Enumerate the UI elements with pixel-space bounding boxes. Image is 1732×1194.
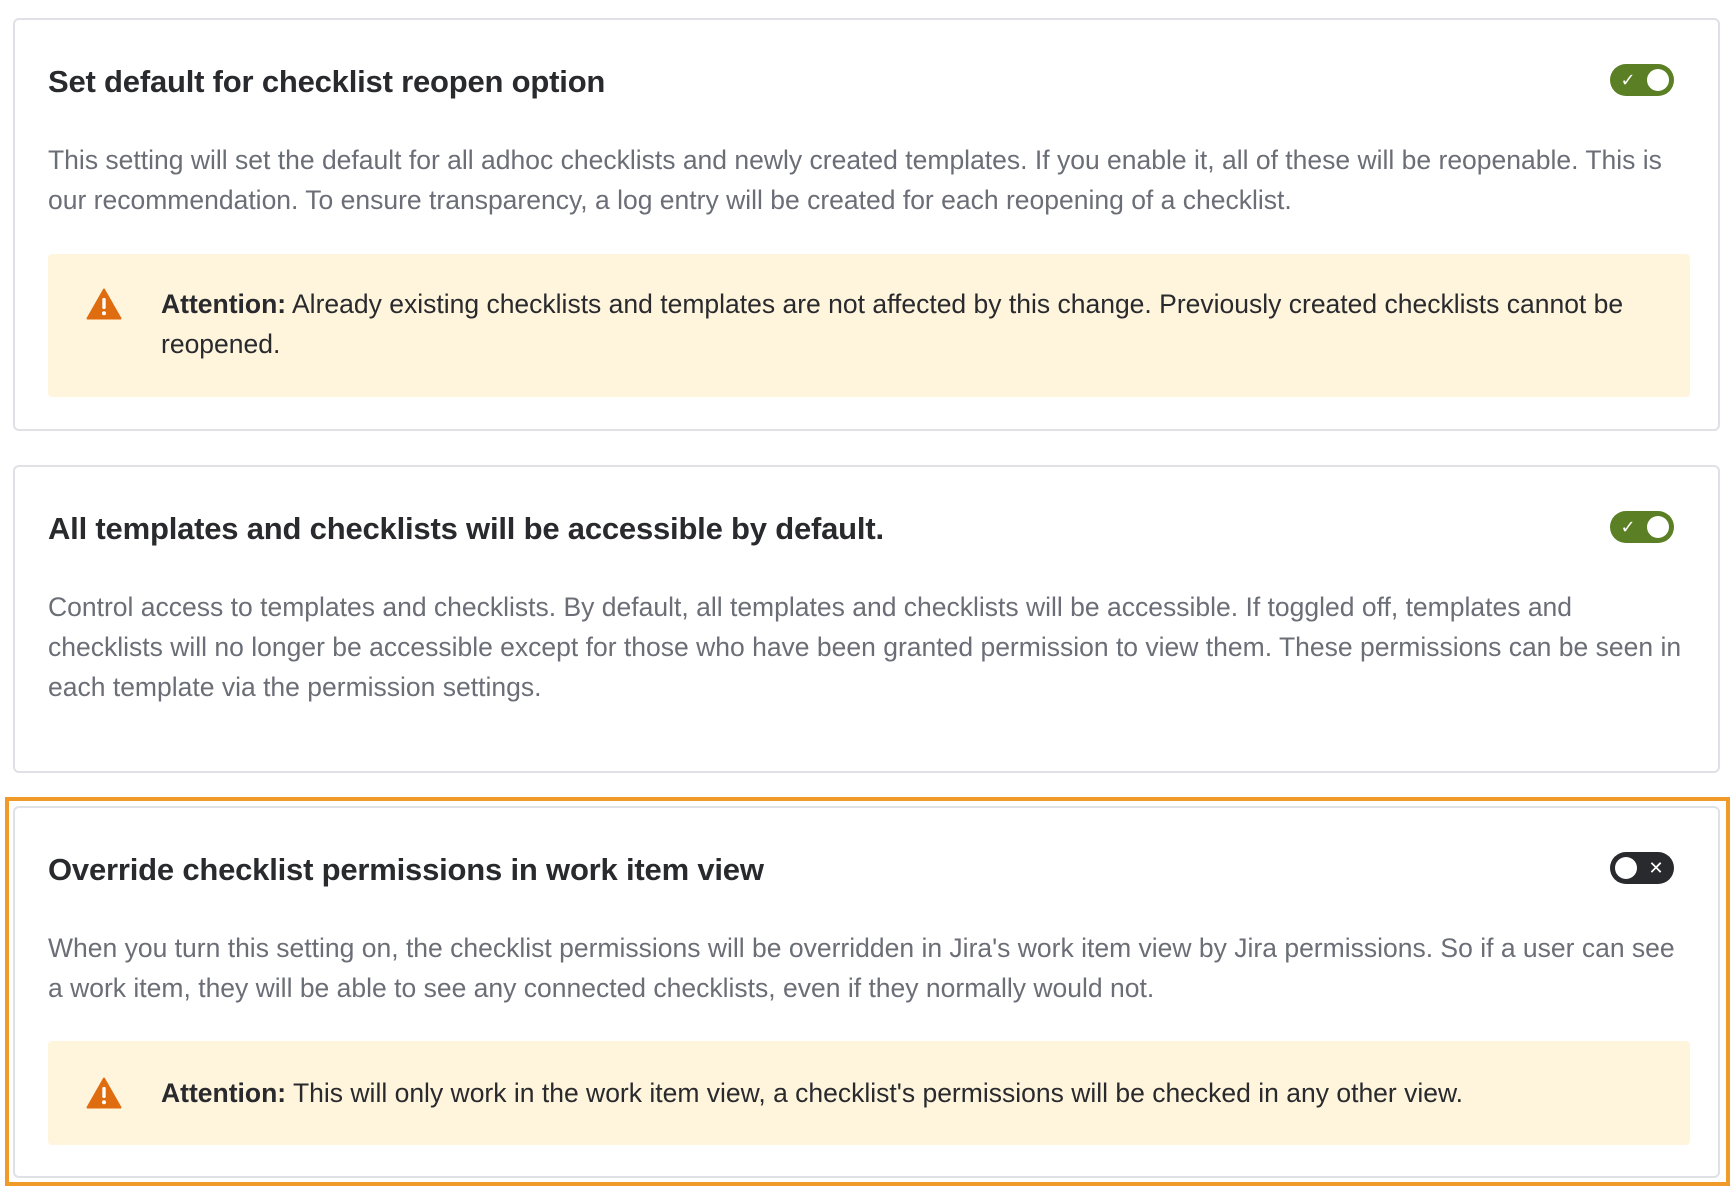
attention-message: Already existing checklists and templates are not affected by this change. Previously created checklists cannot be reopened.	[161, 289, 1624, 359]
setting-card-reopen-default	[13, 18, 1720, 431]
attention-message: This will only work in the work item view, a checklist's permissions will be checked in any other view.	[286, 1078, 1464, 1108]
check-icon: ✓	[1620, 70, 1636, 90]
setting-description: Control access to templates and checklists. By default, all templates and checklists will be accessible. If toggled off, templates and checklists will no longer be accessible except for those who have been granted permission to view them. These permissions can be seen in each template via the permission settings.	[48, 592, 1682, 702]
setting-description: When you turn this setting on, the checklist permissions will be overridden in Jira's work item view by Jira permissions. So if a user can see a work item, they will be able to see any connected checklists, even if they normally would not.	[48, 933, 1675, 1003]
toggle-knob	[1647, 516, 1669, 538]
setting-title: Override checklist permissions in work item view	[48, 852, 764, 887]
attention-label: Attention:	[161, 1078, 287, 1108]
setting-card-accessible-default	[13, 465, 1720, 773]
toggle-knob	[1647, 69, 1669, 91]
attention-notice	[48, 1041, 1690, 1145]
warning-icon	[86, 288, 122, 320]
x-icon: ✕	[1648, 858, 1664, 878]
setting-title: Set default for checklist reopen option	[48, 64, 606, 99]
attention-label: Attention:	[161, 289, 287, 319]
reopen-default-toggle[interactable]	[1610, 64, 1674, 96]
accessible-default-toggle[interactable]	[1610, 511, 1674, 543]
setting-description: This setting will set the default for all adhoc checklists and newly created templates. If you enable it, all of these will be reopenable. This is our recommendation. To ensure transparency, a log entry will be created for each reopening of a checklist.	[48, 145, 1662, 215]
attention-text	[161, 284, 1660, 364]
warning-icon	[86, 1077, 122, 1109]
setting-title: All templates and checklists will be accessible by default.	[48, 511, 884, 546]
attention-notice	[48, 254, 1690, 397]
attention-text	[161, 1073, 1660, 1113]
setting-card-override-permissions	[13, 806, 1720, 1178]
override-permissions-toggle[interactable]	[1610, 852, 1674, 884]
toggle-knob	[1615, 857, 1637, 879]
check-icon: ✓	[1620, 517, 1636, 537]
